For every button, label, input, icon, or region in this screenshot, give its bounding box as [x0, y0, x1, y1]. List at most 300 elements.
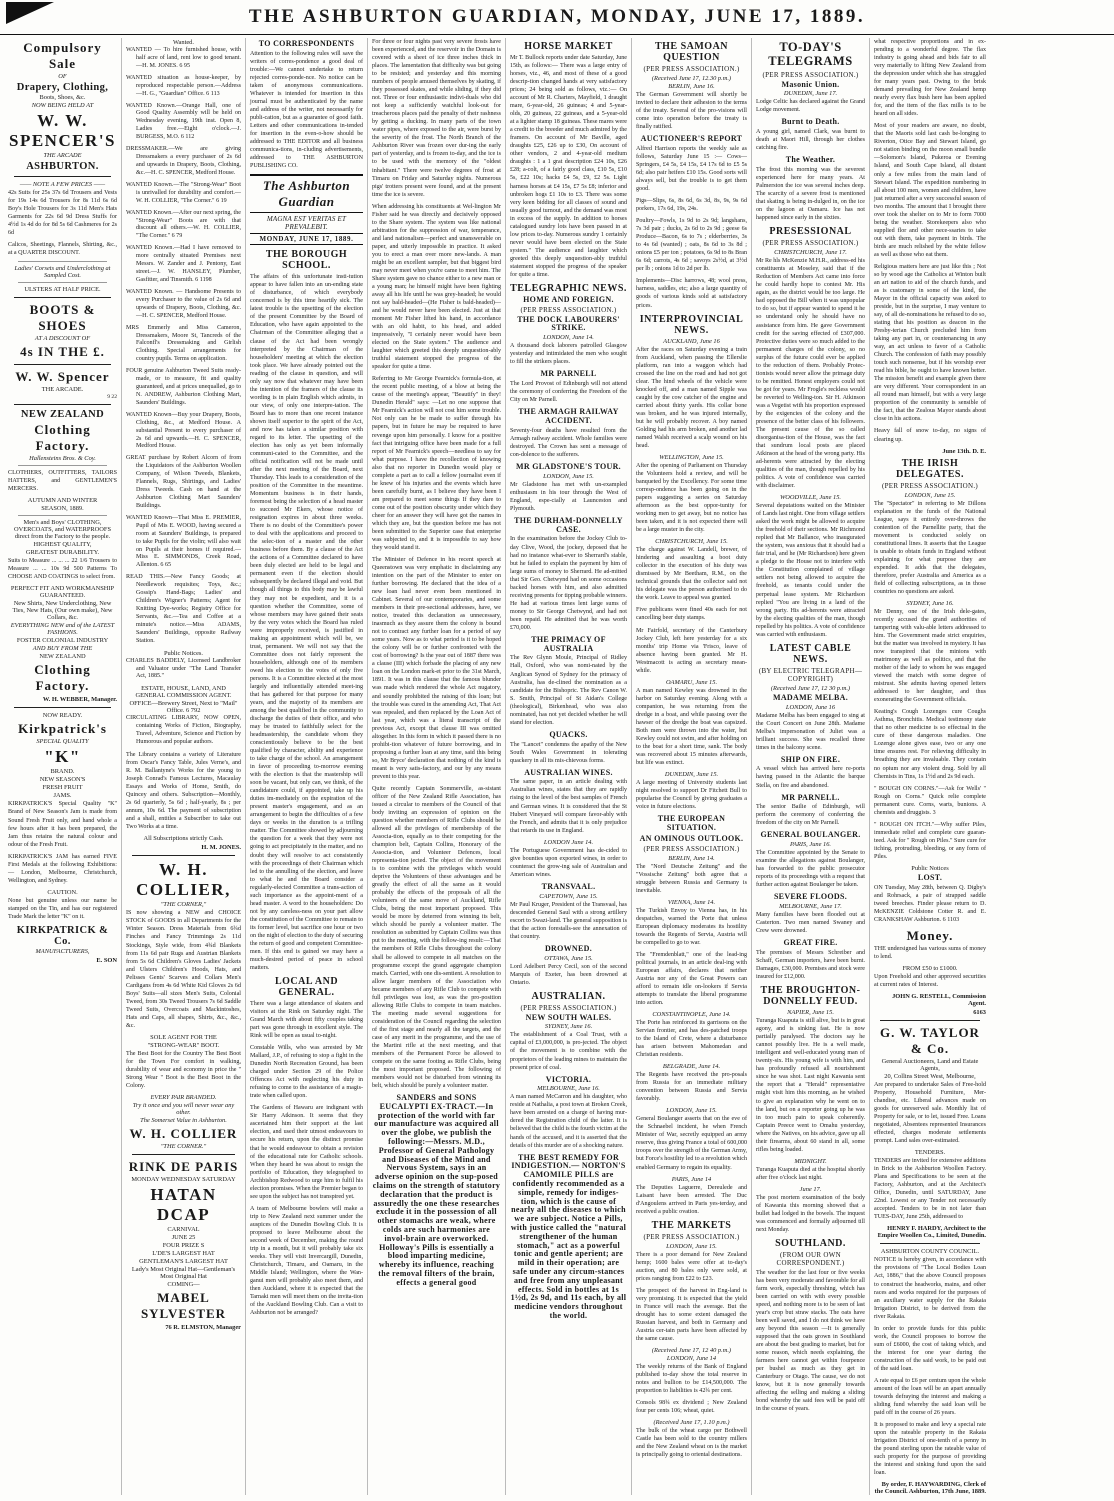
article-text: Pigs—Slips, 6s, 8s 6d, 6s 3d, 8s, 9s, 9s 6d porkers, 17s 6d, 19s, 24s. — [636, 198, 747, 213]
article-text: Poultry—Fowls, 1s 9d to 2s 9d; langshans, 7s 3d pair ; ducks, 2s 6d to 2s 9d ; geese 6s Produce—Bacon, 6s to 7s ; elderberries, 3s to 4s 6d (wanted) ; oats, 8s 6d to 3s 8d ; onions £5 per ton ; potatoes, 6s 9d to 8s Bran 6s 6d; carrots, 4s 6d ; savoys 2s½d, at 3½d per lb ; onions 1d to 2d per lb. — [636, 218, 747, 273]
section-divider — [132, 855, 235, 856]
dispatch-origin: (Received June 17, 12 40 p.m.) — [651, 1347, 732, 1354]
article-text: A thousand dock laborers patrolled Glasgow yesterday and intimidated the men who sought to fill the strikers places. — [510, 343, 627, 366]
section-heading: TRANSVAAL. — [541, 881, 596, 891]
article-text: NOTICE is hereby given, in accordance with the provisions of "The Local Bodies Loan Act, 1886," that the above Council proposes to construct the headworks, mains, and other races and works required for the purposes of an auxiliary water supply for the Rakaia Irrigation District, to be derived from the river Rakaia. — [874, 1257, 986, 1320]
ad-line: Public Notices — [911, 864, 949, 872]
section-heading: TO-DAY'S TELEGRAMS — [768, 40, 853, 68]
ad-line: "THE CORNER," — [160, 901, 207, 909]
ad-line: NOW BEING HELD AT — [31, 102, 94, 109]
article-text: The same paper, in an article dealing with Australian wines, states that they are rapidly rising to the level of the best samples of French and German wines. It is considered that the St Hubert Vineyard will compare favor-ably with the French, and admits that it is only prejudice that retards its use in England. — [510, 779, 627, 834]
ad-headline: 4s IN THE £. — [20, 344, 105, 360]
ad-line: Boots, Shoes, &c. — [39, 94, 86, 101]
ad-line: EVERYTHING NEW and of the LATEST FASHIONS. — [10, 622, 115, 637]
section-heading: THE BEST REMEDY FOR INDIGESTION.— NORTON'S CAMOMILE PILLS are confidently recommended as a simple, remedy for indiges-tion, which is the cause of nearly all the diseases to which we are subject. Notice a Pills, with justice called the "natural strengthener of the human stomach," act as a powerful tonic and gentle aperient; are mild in their operation; are safe under any circum-stances and free from any unpleasant effects. Sold in bottles at 1s 1½d, 2s 9d, and 11s each, by all medicine vendors throughout the world. — [510, 1152, 627, 1320]
article-text: For three or four nights past very severe frosts have been experienced, and the reservoir in the Domain is covered with a sheet of ice three inches thick in places. The lamentation that difficulty was but going to be resisted; and yesterday and this morning numbers of people amused themselves by skating, if they possessed skates, and while sliding, if they did not. Three or four enthusiastic indivi-duals who did not keep a sufficiently watchful look-out for treacherous places paid the penalty of their rashness by getting a ducking. In many parts of the town water pipes, where exposed to the air, were burst by the severity of the frost. The North Branch of the Ashburton River was frozen over dur-ing the early part of yesterday, and is frozen to-day, and the ice is to be used with the memory of the "oldest inhabitant." There were twelve degrees of frost at Timaru on Friday and Saturday nights. Numerous pigs' trotters present were found, and at the present time the ice is severe. — [372, 39, 501, 198]
news-column-5 — [506, 38, 632, 1495]
section-heading: THE SAMOAN QUESTION — [654, 41, 729, 63]
ad-line: Ladies' Corsets and Underclothing at Sampled Cost. — [14, 265, 111, 280]
section-heading: The Weather. — [785, 155, 836, 165]
section-heading: MR PARNELL — [540, 369, 597, 379]
article-text: Five publicans were fined 40s each for not cancelling beer duty stamps. — [636, 607, 747, 622]
ad-line: COMING— — [167, 1281, 200, 1288]
article-text: The Porte has reinforced its garrisons on the Servian frontier, and has des-patched troops to the Island of Crete, where a disturbance has arisen between Mahomedan and Christian residents. — [636, 1020, 747, 1059]
ad-headline: NEW ZEALAND — [20, 409, 105, 421]
article-text: The Library contains a variety of Literature from Oscar's Fancy Table, Jules Verne's, and R. M. Ballantyne's Works for the young to Joseph Conrad's Famous Lectures, Macaulay Essays and Works of Home, Smith, do Quincey and others. Subscription—Monthly, 2s 6d quarterly, 5s 6d ; half-yearly, 8s ; per annum, 10s 6d. The payment of subscription and a shall, entitles a Subscriber to take out Two Works at a time. — [126, 752, 241, 831]
article-text: Mr Gladstone has met with un-exampled enthusiasm in his tour through the West of England, espe-cially at Launceston and Plymouth. — [510, 481, 627, 512]
dispatch-origin: SYDNEY, June 16. — [906, 599, 954, 607]
article-text: A rate equal to £6 per centum upon the whole amount of the loan will be an apart annually towards defraying the interest and making a sliding fund whereby the said loan will be paid off in the course of 26 years. — [874, 1377, 986, 1416]
section-heading: LOCAL AND GENERAL. — [274, 975, 339, 998]
ad-line: FRESH FRUIT — [42, 784, 83, 792]
section-divider — [14, 707, 111, 708]
article-text: When addressing his constituents at Wel-lington Mr Fisher said he was directly and decisively opposed to the Share system. The system was like national arbitration for the suppression of war, temperance, and land nationalism—perfect and unanswerable on paper, and utterly impossible in practice. It asked you to erect a man over more new-lands. A man might be an excellent sampler, but that biggest bird may never meet when you're came to meet him. The Share system gave no chance either to a new man or a young man; he himself might have been fighting away all his life until he was grey-headed; he would not say bald-headed—(He Fisher is bald-headed)—and he would never have been elected. Just at that moment Mr Fisher lifted his hand, in accordance with an old habit, to his head, and added impressively, "I certainly never would have been elected on the State system." The audience and laughter which greeted this deeply unquestion-ably truthful statement stopped the progress of the speaker for quite a time. — [372, 203, 501, 371]
dispatch-origin: (Received June 17, 1.10 p.m.) — [653, 1419, 730, 1427]
article-text: The frost this morning was the severest experienced here for many years. At Palmerston the ice was several inches deep. The scarcity of a severe frost is mentioned that skating is being in-dulged in, on the ice on the lagoon at Oamaru. Ice has not happened since early in the sixties. — [756, 167, 865, 222]
article-text: Mr Denny, one of the Irish dele-gates, recently accused the grand authorities of tampering with valu-able letters addressed to him. The Government made strict enquiries, but the matter was involved in mystery. It has now transpired that the minions with matrimony as well as politics, and that the mother of the lady to whom he was engaged viewed the match with some degree of mistrust. She admits having opened letters addressed to her daughter, and thus exonerating the Government officials. — [874, 608, 986, 704]
article-text: Mr T. Bullock reports under date Saturday, June 15th, as follows:— There was a large entry of horses, viz., 46, and most of these of a good descrip-tion changed hands at very satisfactory prices; 24 being sold as follows, viz.:— On account of Mr R. Charters, Mayfield, 1 draught mare, 6-year-old, 26 guineas; 4 and 5-year-olds, 20 guineas, 22 guineas, and a 5-year-old at a lighter stamp 18 guineas. These mares were a credit to the breeder and much admired by the framers. On account of Mr Baville, aged draughts £25, £26 up to £30, On account of other vendors, 2 and 4-year-old medium draughts : 1 a 1 grat description £24 10s, £26 £28; a-colt, of a fairly good class, £10 5s, £10 5s, £22 10s; hacks £4 5s, £9, £2 5s. Light harness horses at £4 15s, £7 5s £8; inferior and unbroken hogs £1 10s to £3. There was some very keen bidding for all classes of sound and usually good turnout, and the demand was most in excess of the supply. In addition to horses catalogued sundry lots have been passed in at low prices to-day. Numerous sundry 1 certainly never would have been elected on the State system." The audience and laughter which greeted this deeply unquestion-ably truthful statement stopped the progress of the speaker for quite a time. — [510, 55, 627, 278]
article-text: Seventy-four deaths have resulted from the Armagh railway accident. Whole families were destroyed. The Crown has sent a message of con-dolence to the sufferers. — [510, 427, 627, 458]
dispatch-origin: LONDON, June 15. — [666, 1242, 717, 1250]
article-text: A young girl, named Clark, was burnt to death at Maori Hill, through her clothes catching fire. — [756, 129, 865, 152]
ad-headline: Kirkpatrick's — [18, 721, 107, 737]
article-text: After the races on Saturday evening a train from Auckland, when passing the Ellerslie platform, ran into a waggon which had crossed the line on the road and had not got clear. The hind wheels of the vehicle were knocked off, and a man named Sipple was caught by the cow catcher of the engine and carried about thirty yards. His collar bone was broken, and he was injured internally, but he will probably recover. A boy named Golding had his arm broken, and another lad named Walsh received a scalp wound on his head. — [636, 346, 747, 449]
section-heading: NEW SOUTH WALES. — [525, 1012, 612, 1022]
classified-ad: FOUR genuine Ashburton Tweed Suits ready-made, or to measure, fit and quality guaranteed, and at prices unequalled, go to N. ANDREW, Ashburton Clothing Mart, Saunders' Buildings. — [126, 368, 241, 406]
telegraph-credit: (BY ELECTRIC TELEGRAPH—COPYRIGHT) — [758, 666, 863, 683]
section-divider — [18, 261, 107, 262]
article-text: The "Nord Deutsche Zeitung" and the "Vossische Zeitung" both agree that a struggle between Russia and Germany is inevitable. — [636, 863, 747, 894]
dispatch-origin: (Received June 17, 12.30 p.m.) — [651, 75, 732, 82]
dispatch-origin: LONDON, June 15. — [904, 491, 956, 499]
dispatch-origin: NAPIER, June 15. — [787, 1009, 834, 1017]
article-text: Lord Adelbert Percy Cecil, son of the second Marquis of Exeter, has been drowned at Ontario. — [510, 963, 627, 986]
article-text: None but genuine unless our name be stamped on the Tin, and has our registered Trade Mark the letter "K" on it. — [8, 897, 117, 920]
signature-line: E. SON — [96, 956, 117, 964]
article-text: The premises of Messrs Schreiber and Schaff, German importers, have been burnt. Damages, £30,000. Premises and stock were insured for £12,000. — [756, 950, 865, 981]
ad-headline: ASHBURTON. — [26, 161, 99, 172]
news-column-7 — [752, 38, 870, 1495]
ad-headline: G. W. TAYLOR & Co. — [880, 1024, 980, 1056]
telegraph-credit: (PER PRESS ASSOCIATION.) — [762, 70, 859, 79]
article-text: Suits to Measure ... ... ... 22 1/6 Trousers to Measure ... ... 10s 9d 500 Patterns To CHOOSE AND COATINGS to select from. — [8, 558, 117, 581]
dispatch-origin: WELLINGTON, June 15. — [659, 453, 724, 461]
article-text: A man named McCarron and his daughter, who reside at Nathalia, a post town at Broken Creek, have been arrested on a charge of having mur-dered the Registration child of the latter. It is believed that the child is the fourth victim at the hands of the accused, and it is asserted that the details of this murder are of a shocking nature. — [510, 1094, 627, 1149]
article-text: The Regents have received the pro-posals from Russia for an immediate military convention between Russia and Servia favorably. — [636, 1072, 747, 1103]
ad-line: AT A DISCOUNT OF — [34, 335, 91, 343]
article-text: The prospect of the harvest in Eng-land is very promising. It is expected that the yield in France will reach the average. But the drought has to some extent damaged the Russian harvest, and both in Germany and Austria cer-tain parts have been affected by the same cause. — [636, 1287, 747, 1342]
ad-headline: BOOTS & SHOES — [29, 302, 96, 334]
article-text: Keating's Cough Lozenges cure Coughs Asthma, Bronchitis. Medical testimony state that no other medicine is so effectual in the cure of these dangerous maladies. One Lozenge alone gives ease, two or any one time ensures rest. For relieving difficulty in breathing they are invaluable. They contain no opium nor any violent drug. Sold by all Chemists in Tins, 1s 1½d and 2s 9d each. — [874, 709, 986, 780]
article-text: Lodge Celtic has declared against the Grand Lodge movement. — [756, 99, 865, 114]
classified-ad: WANTED Known.—Had I have removed to more centrally situated Premises next Messrs. W. Zander and J. Pentony, East street.—J. W. HANSLEY, Plumber, Gasfitter, and Tinsmith. 6 1198 — [126, 245, 241, 283]
signature-line: By order, F. HAYWARDING, Clerk of the Council. Ashburton, 17th June, 1889. — [874, 1481, 986, 1496]
article-text: The Portuguese Government has de-cided to give bounties upon exported wines, in order to counteract the grow-ing sale of Australian and American wines. — [510, 847, 627, 878]
dispatch-origin: LONDON June 14. — [543, 838, 594, 846]
section-heading: AN OMINOUS OUTLOOK. — [639, 833, 744, 843]
ad-line: New Shirts, New Underclothing, New Ties, New Hats, (Our own make), New Collars, &c. — [12, 600, 113, 622]
classified-ad: WANTED Known.—After our next spring, the "Strong-Wear" Boots are with that discount all others.—W. H. COLLIER, "The Corner." 6 79 — [126, 209, 241, 240]
dispatch-origin: MELBOURNE, June 17. — [779, 903, 842, 911]
ad-line: L'DE'S LARGEST HAT — [152, 1250, 215, 1257]
article-text: TENDERS are invited for extensive additions in Brick to the Ashburton Woollen Factory. Plans and Specifications to be seen at the Factory, Ashburton, and at the Architect's Office, Dunedin, until SATURDAY, June 22nd. Lowest or any Tender not necessarily accepted. Tenders to be in not later than TUES-DAY, June 25th, addressed to — [874, 1158, 986, 1221]
ad-headline: W. W. SPENCER'S — [8, 111, 117, 150]
article-text: The affairs of this unfortunate insti-tution appear to have fallen into an un-ending state of disturbance, of which everybody concerned is by this time heartily sick. The latest trouble is the upsetting of the election of the present Committee by the Board of Education, who have again appointed to the Chairman of the Committee alleging that a clause of the Act had been wrongly interpreted by the Chairman of the householders' meeting at which the election took place. We have already pointed out the reading of the clause in question, and will only say now that whatever may have been the intention of the framers of the clause its wording is in plain English which admits, in our view, of only one interpre-tation. The Board has to more than one recent instance shown itself superior to the spirit of the Act, and now has taken a similar position with regard to its letter. The upsetting of the election has only as yet been informally communi-cated to the Committee, and the official notification will not be made until after the next meeting of the Board, next Thursday. This leads to a consideration of the position of the Committee in the meantime. Momentum business is in their hands, foremost being the selection of a head master to succeed Mr Ekers, whose notice of resignation expires in about three weeks. There is no doubt of the Committee's power to deal with the applications and proceed to the selec-tion of a master and the other business before them. By a clause of the Act the actions of a Committee declared to have been duly elected are held to be legal and permanent even if the election should subsequently be declared illegal and void. But though all things to this body may be lawful they may not be expedient, and it is a question whether the Committee, some of whose members may have gained their seats by the very votes which the Board has ruled were improperly received, is justified in making an appointment which will be, we trust, permanent. We will not say that the Committee does not fairly represent the householders, although one of its members owed his election to the votes of only five persons. It is a Committee elected at the most largely and influentially attended meet-ing that has gathered for that purpose for many years, and the majority of its members are among the best qualified in the community to discharge the duties of their office, and who may be trusted to faithfully select for the headmastership, the candidate whom they conscientiously believe to be the best qualified by character, ability and experience to take charge of the school. An arrangement in favor of proceeding to-morrow evening with the election is that the mastership will soon be vacant, but only can, we think, of the candidature could, if appointed, take up his duties im-mediately on the expiration of the present master's engagement, and as an arrangement to begin the difficulties of a few days or weeks in the duration is a trifling matter. The Committee showed by adjourning the question for a week that they were not going to act precipitately in the matter, and no doubt they will resolve to act consistently with the proceedings of their Chairman which led to the annulling of the election, and leave to what he and the Board consider a regularly-elected Committee a trans-action of such importance as the appoint-ment of a head master. A word to the householders: Do not by any careless-ness on your part allow the constitution of the Committee to remain to its former level, but sacrifice one hour or two on the night of election to the duty of securing the return of good and competent Committee-men. If this end is gained we may have a much-desired period of peace in school matters. — [250, 274, 363, 971]
classified-ad: READ THIS.—New Fancy Goods; at Needlework requisites; Toys, &c.; Gossip's Hand-Bags; Ladies' and Children's Wigner's Patterns; Agent for Knitting Dye-works; Registry Office for Servants, &c.—Tea and Coffee at a minute's notice.—Miss ADAMS, Saunders' Buildings, opposite Railway Station. — [126, 574, 241, 644]
ad-line: "THE CORNER." — [160, 1143, 207, 1150]
article-text: Referring to Mr George Fearnick's formula-tion, at the recent public meeting, of a blow at being the cause of the meeting's appear, "Beautify" in they! Dunedin Herald" says: —Let no one suppose that Mr Fearnick's action will not cost him some trouble. Not only can he be made to suffer through his papers, but in future he may be required to have revenge upon him personally. I know for a positive fact that intriguing office have been made for a full report of Mr Fearnick's speech—needless to say for what purpose. I have the recollection of knowing also that no reporter in Dunedin would play or complete a part as to call a fellow journalist even if he knew of his injuries and the events which have been carefully burnt, as I believe they have been I am prepared to meet some things If they dare to come out of the position obscurity under which they cheer for an answer they will have got the names in which they are, but the question before me has not been submitted to the Superior case that enterprise was subjected to, and it is impossible to say how they would stand it. — [372, 376, 501, 551]
article-text: Most of your readers are aware, no doubt, that the Maoris sold last cash be-longing to Riverton, Otice Bay and Stewart Island, go not station binding on the moon small bundle—Solomon's Island, Pukeroa or Evening Island, and South Cape Island, all distant only a few miles from the main land of Stewart Island. The expedition numbering in all about 100 men, women and children, have just returned after a very successful season of two months. The amount that I brought there over took the shelter on to Mr to form 7000 being the weather. Storekeepers also who supplied flor and other nece-ssaries to take out with them, take payment in birds. The birds are much relished by the white fellow as well as those who eat them. — [874, 123, 986, 258]
ad-line: "STRONG-WEAR" BOOT. — [147, 1041, 220, 1049]
article-text: " BOUGH ON CORNS."—Ask for Wells' " Rough on Corns." Quick relie complete permanent cure. Corns, warts, bunions. A chemists and druggists. 3 — [874, 785, 986, 816]
article-text: Madame Melba has been engaged to sing at the Court Concert on June 28th. Madame Melba's impersonation of Juliet was a brilliant success. She was recalled three times in the balcony scene. — [756, 712, 865, 751]
signature-line: HENRY F. HARDY, Architect to the Empire Woollen Co., Limited, Dunedin. — [877, 1225, 986, 1240]
ad-line: AUTUMN AND WINTER — [27, 497, 98, 505]
classified-ad: DRESSMAKER.—We are giving Dressmakers a every purchaser of 2s 6d and upwards in Drapery, Boots, Clothing, &c.—H. C. SPENCER, Medford House. — [126, 146, 241, 176]
section-heading: SOUTHLAND. — [775, 1237, 846, 1249]
section-heading: THE MARKETS — [651, 1219, 732, 1231]
classified-ad: CHARLES BADDELY, Licensed Landbroker and Valuator under "The Land Transfer Act, 1885." — [126, 657, 241, 680]
dispatch-origin: OAMARU, June 15. — [665, 678, 718, 686]
dispatch-origin: June 17. — [799, 1185, 822, 1193]
article-text: Several deputations waited on the Minister of Lands last night. One from village settlers asked the work might be allowed to acquire the freehold of their sections. Mr Richmond replied that Mr Ballance, who inaugurated the system, was anxious that it should had a fair trial, and he (Mr Richardson) here given a pledge to the House not to interfere with the Constitution complained of village settlers not being allowed to acquire the freehold, as tenants could under the perpetual lease system. Mr Richardson replied "You are living in a land of the wrong party. His ad-herents were attracted by the electing qualities of the man, though repelled by his politics. A vote of confidence was carried with enthusiasm. — [756, 503, 865, 638]
classified-ad: WANTED Known. — Handsome Presents to every Purchaser to the value of 2s 6d and upwards of Drapery, Boots, Clothing, &c.—H. C. SPENCER, Medford House. — [126, 288, 241, 319]
ad-line: BRAND. — [50, 768, 75, 776]
article-text: ON Tuesday, May 28th, between Q. Digby's and Rohrsack, a pair of strapped saddle tweed breeches. Finder please return to D. McKENZIE Coldstone Cotter R. and E. CRANKSHAW Ashburton. 6 1103 — [874, 884, 986, 923]
section-heading: MR GLADSTONE'S TOUR. — [516, 461, 621, 471]
dispatch-origin: CONSTANTINOPLE, June 14. — [652, 1011, 731, 1019]
signature-line: 76 R. ELMSTON, Manager — [165, 1324, 241, 1331]
ad-headline: "K" — [44, 747, 81, 767]
ad-line: ULSTERS AT HALF PRICE. — [24, 286, 101, 294]
gazette-masthead — [250, 174, 363, 213]
ad-reference-number: 9 22 — [107, 394, 117, 401]
dispatch-origin: LONDON, June 14. — [543, 334, 594, 342]
article-text: The Rev Glynn Moule, Principal of Ridley Hall, Oxford, who was nomi-nated by the Anglican Synod of Sydney for the primacy of Australia, has de-clined the nomination as a candidate for the Bishopric. The Rev Canon W. S. Smith, Principal of St Aidan's College (theological), Birkenhead, who was also nominated, has not yet decided whether he will stand for election. — [510, 655, 627, 726]
ad-line: The Somerset Value in Ashburton. — [140, 1117, 227, 1124]
section-divider — [880, 1243, 980, 1244]
article-text: After the opening of Parliament on Thursday the Volunteers hold a review, and will be banqueted by the Excellency. For some time corresp-ondence has been going on in the papers suggesting a series on Saturday afternoon as the best oppor-tunity for working men to get away, but no notice has been taken, and it is not expected there will be a large muster in the city. — [636, 462, 747, 534]
section-heading: THE BROUGHTON-DONNELLY FEUD. — [760, 985, 861, 1008]
news-column-6 — [632, 38, 752, 1495]
article-text: Religious matters here are just like this ; Not so by wood age the Catholics at Winton built an art nation to aid of the church funds, and as is customary in some of the kind, the Mayor in the official capacity was asked to preside, but in the surprise, I may venture to say, of all de-nominations he refused to do so, stating that his position as deacon in the Presby-terian Church precluded him from taking any part in, or countenancing in any way, an act unless to favor of a Catholic Church. The confession of faith may possibly touch such nonsense, but if his worship ever read his bible, he ought to have known better. The mission benefit and example given there are very different. Your correspondent in an all round man himself, but with a very large proportion of the community is sensible of the fact, that the Zealous Mayor stands about close in his actions. — [874, 263, 986, 423]
section-divider — [14, 176, 111, 177]
section-heading: SHIP ON FIRE. — [780, 754, 841, 764]
article-text: Turanga Kuaputa died at the hospital shortly after five o'clock last night. — [756, 1166, 865, 1181]
article-text: KIRKPATRICK'S JAM has earned FIVE First Medals at the following Exhibitions: — London, Melbourne, Christchurch, Wellington, and Sydney. — [8, 853, 117, 884]
news-column-2 — [122, 38, 246, 1495]
section-heading: DROWNED. — [544, 943, 593, 953]
article-text: KIRKPATRICK'S Special Quality "K" Brand of New Season's Jam is made from Sound Fresh Fruit only, and hand whole a few hours after it has been prepared, the Jam thus retains the natural colour and odour of the Fresh Fruit. — [8, 801, 117, 848]
article-text: The Best Boot for the Country The Best Boot for the Town For comfort in walking, durability of wear and economy in price the " Strong Wear " Boot is the Best Boot in the Colony. — [126, 1050, 241, 1089]
article-text: The Committee appointed by the Senate to examine the allegations against Boulanger, has forwarded to the public prosecutor reports of its proceedings with a request that further action against Boulanger be taken. — [756, 850, 865, 889]
article-text: Implements—Disc harrows, 48; wool press, harness, saddles, etc; also a large quantity of goods of various kinds sold at satisfactory prices. — [636, 278, 747, 309]
section-divider — [132, 1154, 235, 1155]
section-heading: MADAME MELBA. — [772, 692, 848, 702]
article-text: Constable Wills, who was arrested by Mr Mallard, J.P., of refusing to stop a fight in the Dunedin North Recreation Ground, has been charged under Section 29 of the Police Offences Act with neglecting his duty in refusing to come to the assistance of a magis-trate when called upon. — [250, 1045, 363, 1100]
ad-line: FROM £50 to £1000. — [902, 964, 958, 972]
article-text: Consols 98¾ ex dividend ; New Zealand four per cents 106; wheat, quiet. — [636, 1400, 747, 1415]
dispatch-origin: (Received June 17, 12 30 p.m.) — [770, 684, 851, 692]
ad-line: Men's and Boys' CLOTHING, OVERCOATS, and WATERPROOFS direct from the Factory to the people. — [14, 519, 111, 541]
ad-line: JAMS. — [53, 792, 72, 800]
article-text: THE undersigned has various sums of money to lend. — [874, 945, 986, 960]
ad-line: General Auctioneers, Land and Estate Agents, — [881, 1057, 979, 1072]
article-text: CLOTHIERS, OUTFITTERS, TAILORS HATTERS, and GENTLEMEN'S MERCERS. — [8, 470, 117, 493]
ad-line: JUNE 25 — [171, 1234, 196, 1241]
signature-line: W. H. WEBBER, Manager. — [42, 696, 117, 704]
article-text: In order to provide funds for this public work, the Council proposes to borrow the sum of £6000, the cost of taking which, and the interest for one year during the construction of the said work, to be paid out of the said loan. — [874, 1325, 986, 1372]
ad-headline: W. W. Spencer — [15, 369, 110, 385]
section-heading: THE EUROPEAN SITUATION. — [657, 814, 726, 832]
article-text: Are prepared to undertake Sales of Free-hold Property, Household Furniture, Mer-chandise, etc. Liberal advances made on goods for unreserved sale. Monthly list of Property for sale, or to let, issued Free. Loans negotiated, Absentees represented Insurances effected, charges moderate settlements prompt. Land sales over-estimated. — [874, 1081, 986, 1145]
ad-line: MONDAY WEDNESDAY SATURDAY — [131, 1176, 236, 1183]
section-heading: LOST. — [917, 872, 943, 882]
article-text: Mr Paul Kruger, President of the Transvaal, has descended General Saul with a strong artillery escort to Swazi-land. The general supposition is that the action forestalls-see the annexation of that country. — [510, 901, 627, 940]
article-text: The bulk of the wheat cargo per Bothwell Castle has been sold to the country millers and the New Zealand wheat on is the market is principally going to oriental destinations. — [636, 1428, 747, 1459]
ad-line: SEASON, 1889. — [41, 505, 84, 513]
article-text: what respective proportions and in ex-pending to a wonderful degree. The flax industry is going ahead and bids fair to all very materially to lifting New Zealand from the depression under which she has struggled for many years past. Owing to the brisk demand prevailing for New Zealand hemp nearly every flax bush here has been applied for, and the item of the flax mills is to be heard on all sides. — [874, 39, 986, 118]
section-heading: THE BOROUGH SCHOOL. — [265, 249, 348, 272]
article-text: The post mortem examination of the body of Kawania this morning showed that a bullet had lodged in the bowels. The inquest was commenced and formally adjourned till next Monday. — [756, 1194, 865, 1233]
article-text: " ROUGH ON ITCH."—Why suffer Piles, immediate relief and complete cure guaran-teed. Ask for " Rough on Piles." Sure cure for itching, protruding, bleeding, or any form of Piles. — [874, 821, 986, 860]
article-text: The establishment of a Coal Trust, with a capital of £3,000,000, is pro-jected. The object of the movement is to combine with the proprietors of the leading mines to maintain the present price of coal. — [510, 1032, 627, 1071]
ad-line: ESTATE, HOUSE, LAND, AND GENERAL COMMISSION AGENT. — [135, 685, 232, 700]
ad-line: SOLE AGENT FOR THE — [150, 1033, 217, 1041]
article-text: General Boulanger asserts that on the eve of the Schnaebel incident, he when French Minister of War, secretly equipped an army reserve, thus giving France a total of 600,000 troops over the strength of the German Army, but Force's hostility led to a revolution which enabled Germany to regain its equality. — [636, 1116, 747, 1171]
classified-ad: WANTED Known.—Orange Hall, one of Good Quality Assembly will be held on Wednesday evening, 19th inst. Open 8, Ladies free.—Eight o'clock.—J. BURGESS, M.O. 6 112 — [126, 102, 241, 141]
column-grid — [0, 35, 1114, 1501]
article-text: The weather for the last four or five weeks has been very moderate and favorable for all farm work, especially threshing, which has been carried on with with every possible speed, and nothing more is to be seen of last year's crop but straw stacks. The oats have been well saved, and I do not think we have any beyond this season —It is generally supposed that the oats grown in Southland are about the best grading to market, but for some reason, which needs explaining, the farmers here cannot get within fourpence per bushel as much as they get in Canterbury or Otago. The cause, we do not know, but it is now generally towards affecting the selling and making a sliding bond whereby the said fees will be paid off in the course of years. — [756, 1269, 865, 1413]
article-text: 42s Suits for 25s 37s 6d Trousers and Vests for 19s 14s 6d Trousers for 8s 11d 6s 6d Boy's Hole Trousers for 3s 11d Men's Hats Garments for 22s 6d 9d Dress Stuffs for 4½d 1s 4d do for 8d 5s 6d Cashmeres for 2s 6d — [8, 190, 117, 237]
section-heading: THE ARMAGH RAILWAY ACCIDENT. — [518, 407, 619, 426]
classified-ad: WANTED Known—Buy your Drapery, Boots, Clothing, &c., at Medford House. A substantial Present to every purchaser of 2s 6d and upwards.—H. C. SPENCER, Medford House. — [126, 411, 241, 450]
article-text: Many families have been flooded out at Casterton. Two men named Swaney and Crew were drowned. — [756, 912, 865, 935]
ad-line: SPECIAL QUALITY — [36, 738, 89, 746]
ad-headline: KIRKPATRICK & Co. — [16, 924, 109, 947]
dateline: MONDAY, JUNE 17, 1889. — [250, 233, 363, 245]
article-text: There was a large attendance of skaters and visitors at the Rink on Saturday night. The Grand March with about fifty couples taking part was gone through in excellent style. The Rink will be open as usual to-night. — [250, 1000, 363, 1040]
section-divider — [14, 404, 111, 405]
news-column-3 — [246, 38, 368, 1495]
section-heading: INTERPROVINCIAL NEWS. — [639, 313, 744, 336]
ad-line: Public Notices. — [163, 649, 204, 657]
dispatch-origin: OTTAWA, June 15. — [544, 954, 593, 962]
ad-headline: Clothing Factory. — [34, 662, 91, 694]
section-heading: SANDERS and SONS EUCALYPTI EX-TRACT.—In protection of the world with far our manufacture was acquired all over the globe, we publish the following:—Messrs. M.D., Professor of General Pathology and Diseases of the Mind and Nervous System, says in an adverse opinion on the sup-posed claims on the strength of statutory declaration that the product is assuredly the one these researches exclude it in the possession of all other stomachs are weak, where colds are such harmonies are invol-brain are overworked. Holloway's Pills is essentially a blood imparting medicine, whereby its influence, reaching the removal filters of the brain, effects a general good — [372, 1093, 501, 1287]
article-text: The "Spectator" in referring to Mr Dillons explanation re the funds of the National League, says it entirely over-throws the contention of the Parnellite party, that the movement is conducted solely on constitutional lines. It asserts that the League is unable to obtain funds in England without explaining for what purpose they are expended. It adds that the delegates, therefore, prefer Australia and America as a field of collecting subscriptions, as in those countries no questions are asked. — [874, 500, 986, 595]
ad-line: Wanted. — [173, 39, 194, 46]
ad-headline: Money. — [906, 927, 954, 943]
article-text: A large meeting of University students last night resolved to support Dr Fitchett Bull to popularise the Council by giving graduates a voice in future elections. — [636, 780, 747, 811]
article-text: Quite recently Captain Sommerville, as-sistant officer of the New Zealand Rifle Association, has issued a circular to members of the Council of that body inviting an expression of opinion on the question whether members of Rifle Clubs should be allowed all the privileges of membership of the Associa-tion, equally as to their competing for the champion belt, Captain Collins, Honorary of the Associa-tion, and Volunteer Defences, local representa-tion jected. The object of the movement is to combine with the privileges which would deprive the Volunteers of these advantages and be greatly the effect of all the same as it would probably the effects of the proposals of all the volunteers of the same move of Auckland, Rifle Clubs, being the most important proposed. This would be more by deterred from winning its belt, which should be purely a volunteer matter. The resolution as submitted by Captain Collins was thus put to the meeting, with the follow-ing result:—That the members of Rifle Clubs throughout the colony shall be allowed to compete in all matches on the programme except the grand aggregate champion match. Carried, with one dis-sentient. A resolution to allow larger members of the Association who became members of any Rifle Club to compete with full privileges was lost, as was the pro-position allowing Rifle Clubs to compete in team matches. The meeting made several suggestions for consideration of the Council regarding the selection of the first stage and nearly all the targets, and the case of any merit in the programme, and the use of the Martini rifle at the next meeting, and that members of the Permanent Force be allowed to compete on the same footing as Rifle Clubs, being the most important proposed. The following of members would not be disturbed from winning its belt, which should be purely a volunteer matter. — [372, 785, 501, 1089]
section-heading: LATEST CABLE NEWS. — [769, 642, 852, 665]
section-heading: AUSTRALIAN WINES. — [524, 767, 613, 777]
article-text: Heavy fall of snow to-day, no signs of clearing up. — [874, 428, 986, 443]
ad-headline: W. H. COLLIER, — [136, 860, 231, 900]
dispatch-origin: CHRISTCHURCH, June 17. — [774, 249, 847, 257]
dispatch-origin: WOODVILLE, June 15. — [779, 494, 842, 502]
article-text: The "Lancet" condemns the apathy of the New South Wales Government in tolerating quackery in all its mis-chievous forms. — [510, 741, 627, 764]
dispatch-origin: CHRISTCHURCH, June 15. — [655, 538, 728, 546]
article-text: Mr Fairfold, secretary of the Canterbury Jockey Club, left here yesterday for a six months' trip Home via 'Frisco, leave of absence having been granted. Mr H. Westmacott is acting as secretary mean-while. — [636, 627, 747, 674]
ad-headline: MABEL SYLVESTER — [140, 1290, 227, 1321]
news-column-1 — [4, 38, 122, 1495]
section-divider — [14, 364, 111, 365]
section-heading: AUCTIONEER'S REPORT — [640, 134, 743, 144]
classified-ad: WANTED — To hire furnished house, with half acre of land, rent low to good tenant.—H. M. JONES. 6 95 — [126, 47, 241, 69]
ad-headline: RINK DE PARIS — [128, 1159, 239, 1174]
ad-headline: Clothing Factory. — [34, 422, 91, 454]
telegraph-credit: (PER PRESS ASSOCIATION.) — [643, 844, 740, 853]
ad-line: 20, Collins Street West, Melbourne, — [884, 1072, 976, 1080]
ad-line: THE ARCADE. — [41, 386, 84, 394]
section-divider — [880, 1020, 980, 1021]
article-text: It is proposed to make and levy a special rate upon the rateable property in the Rakaia Irrigation District of one-tenth of a penny in the pound sterling upon the rateable value of such property for the purpose of providing the interest and sinking fund upon the said loan. — [874, 1422, 986, 1477]
section-heading: Masonic Union. — [781, 79, 840, 89]
telegraph-credit: (PER PRESS ASSOCIATION.) — [520, 1003, 617, 1012]
classified-ad: WANTED situation as house-keeper, by reproduced respectable person.—Address—H. G., "Guardian" Office. 6 113 — [126, 74, 241, 97]
ad-line: ASHBURTON COUNTY COUNCIL. — [880, 1248, 980, 1256]
ad-line: FOUR PRIZE S — [162, 1242, 205, 1249]
section-heading: PRESESSIONAL — [769, 226, 852, 238]
article-text: The "Fremdenblatt," one of the lead-ing political journals, in an article deal-ing with European affairs, declares that neither Austria nor any of the Great Powers can afford to remain idle on-lookers if Servia attempts to translate the liberal programme into action. — [636, 951, 747, 1006]
ad-line: CARNIVAL — [167, 1226, 200, 1233]
classified-ad: WANTED Known—That Miss E. PREMIER, Pupil of Mis E. WOOD, having secured a room at Saunders' Buildings, is prepared to take Pupils for the violin; will also wait on Pupils at their homes if required.—Miss E. SIMMONDS, Creek Road, Allenton. 6 65 — [126, 514, 241, 569]
ad-line: EVERY PAIR BRANDED. — [150, 1094, 217, 1101]
ad-headline: Compulsory Sale — [23, 40, 102, 71]
dispatch-origin: PARIS, June 16. — [789, 841, 832, 849]
classified-ad: CIRCULATING LIBRARY, NOW OPEN, containing Works of Fiction, Biography, Travel, Adventure, Science and Fiction by Humorous and popular authors. — [126, 715, 241, 746]
article-text: Mr Re hls McKenzie M.H.R., address-ed his constituents at Moseley, said that if the Reduction of Members Act came into force he could hardly hope to contest Mr. His again, as the district would be too large. He had opposed the Bill when it was unpopular to do so, but if appear wanted to spend it he so understand only he should have no assistance from him. He gave Government credit for the saving effected of £307,000. Protective duties were so much added to the permanent charges of the colony, so no surplus of the future could ever be applied to the reduction of them. Probably Protec-tionists would never allow the primage duty to be remitted. Honest employers could not be got for years. Mr Frogle's reckless would be reverted to Welling-ton. Sir H. Atkinson was a Vegetist with his proportion expressed by the exigencies of the colony and the presence of the better class of his followers. The present cause of the so called disorganisa-tion of the House, was the fact that sundrum local posts are placed Atkinson at the head of the wrong party. His ad-herents were attracted by the electing qualities of the man, though repelled by his politics. A vote of confidence was carried with disclaimer. — [756, 258, 865, 490]
section-heading: TO CORRESPONDENTS — [258, 39, 355, 48]
telegraph-credit: (PER PRESS ASSOCIATION.) — [643, 65, 740, 73]
section-divider — [18, 465, 107, 466]
classified-ad: MRS Emmerly and Miss Cameron, Dressmakers, Moore St, Tancreds of the Falconfl's Dressmaking and Girlish Clothing. Special arrangements for country pupils. Terms on application. — [126, 324, 241, 363]
ad-line: OF — [58, 73, 67, 80]
dispatch-origin: MELBOURNE, June 16. — [537, 1085, 600, 1093]
section-heading: THE IRISH DELEGATES. — [896, 457, 964, 480]
section-heading: THE DURHAM-DONNELLY CASE. — [514, 515, 623, 534]
telegraph-credit: (FROM OUR OWN CORRESPONDENT.) — [776, 1250, 845, 1267]
dispatch-origin: VIENNA, June 14. — [667, 898, 716, 906]
article-text: The Minister of Defence in his recent speech at Queenstown was very emphatic in disclaiming any intention on the part of the Minister to enter on further borrowing. He declared that the idea of a new loan had never even been mentioned in Cabinet. Several of our contemporaries, and some members in their pre-sectional addresses, have, we notice, treated this declaration as unnecessary, inasmuch as they assure them the colony is bound not to contract any further loan for a period of say some years. Now as to what period is it to be hoped the colony will be or further confronted with the cost of borrowing? Is the year out of 1887 there was a clause (III) which forbade the placing of any new loan on the London mark-et prior to the 31st March, 1891. It was in this clause that the famous blunder was made which rendered the whole Act nugatory, and soundly prohibited the raising of this loan; but the trouble was cured in the amending Act, That Act was repealed, and then replaced by the Loan Act of last year, which was a literal transcript of the previous Act, except that clause III was omitted altogether. In this form in which it passed there is no prohibi-tion whatever of future borrowing, and in proposing a further loan at any time, said this being so, Mr Bryce' declaration that nothing of the kind is meant is very satis-factory, and our by any means prevent to this year. — [372, 556, 501, 780]
section-heading: THE DOCK LABOURERS' STRIKE. — [517, 314, 620, 333]
article-text: The German Government will shortly be invited to declare their adhesion to the terms of the treaty. Several of the pro-visions will come into operation before the treaty is finally ratified. — [636, 92, 747, 131]
section-heading: MR PARNELL. — [781, 792, 840, 802]
article-text: Turanga Kuaputa is still alive, but is in great agony, and is sinking fast. He is now partially paralysed. The doctors say he cannot possibly live. He is a well made, intelligent and well-educated young man of twenty-six. His young wife is with him, and has profoundly refused all nourishment since he was shot. Last night Kawania sent the report that a "Herald" representative might visit him this morning, as he wished to give an explanation why he went on to the land, but on a reporter going up he was in too much pain to speak coherently. Captain Preece went to Omahu yesterday, where the Natives, on his advice, gave up all their firearms, about 60 stand in all, some rifles being loaded. — [756, 1018, 865, 1153]
ad-line: NOW READY. — [42, 712, 83, 720]
article-text: Calicos, Sheetings, Flannels, Shirting, &c., at a QUARTER DISCOUNT. — [8, 242, 117, 257]
ad-line: OFFICE—Brewery Street, Next to "Mail" Office. 6 792 — [129, 700, 238, 715]
article-text: There is a poor demand for New Zealand hemp; 1600 bales were offer at to-day's auction, and 80 bales only were sold, at prices ranging from £22 to £23. — [636, 1251, 747, 1282]
ad-line: MANUFACTURERS, — [35, 947, 90, 955]
ad-headline: HATAN DCAP — [150, 1185, 217, 1224]
ad-line: TENDERS. — [914, 1149, 946, 1157]
article-text: The weekly returns of the Bank of England published to-day show the total reserve in notes and bullion to be £14,500,000. The proportion to liabilities is 42¾ per cent. — [636, 1364, 747, 1395]
section-divider — [18, 515, 107, 516]
section-heading: TELEGRAPHIC NEWS. — [510, 282, 627, 294]
section-heading: HOME AND FOREIGN. — [523, 294, 614, 304]
ad-line: Lady's Most Original Hat—Gentleman's Most Original Hat — [131, 1266, 236, 1280]
dispatch-origin: AUCKLAND, June 16 — [663, 337, 720, 345]
dispatch-origin: LONDON, June 15. — [543, 472, 594, 480]
ad-line: PERFECT FIT AND WORKMANSHIP GUARANTEED. — [10, 585, 115, 600]
news-column-8 — [870, 38, 990, 1495]
section-heading: GENERAL BOULANGER. — [760, 830, 861, 840]
article-text: The Turkish Envoy to Vienna has, in his despatches, warned the Porte that unless European diplomacy moderates its hostility towards the Regents of Servia, Austria will be compelled to go to war. — [636, 907, 747, 946]
article-text: A team of Melbourne bowlers will make a trip to New Zealand next summer under the auspices of the Dunedin Bowling Club. It is proposed to leave Melbourne about the second week of December, making the round trip in a month, but it will probably take six weeks. They will visit Invercargill, Dunedin, Christchurch, Timaru, and Oamaru, in the Middle Island; Wellington, where the Wan-ganui men will probably also meet them, and then Auckland, where it is expected that the Tarnaki men will meet them on the invita-tion of the Auckland Bowling Club. Can a visit to Ashburton not be arranged? — [250, 1205, 363, 1317]
signature-line: June 13th. D. E. — [942, 447, 986, 455]
ad-line: FOSTER COLONIAL INDUSTRY — [16, 637, 109, 645]
article-text: Alfred Harrison reports the weekly sale as follows, Saturday June 15 :— Cows—Springers, £4 5s, £4 15s, £4 17s 6d to £5 5s 6d; also pair heifers £10 15s. Good sorts will always sell, but the trouble is to get them good. — [636, 145, 747, 193]
dispatch-origin: LONDON, June 16 — [785, 703, 836, 711]
ad-line: AND BUY FROM THE — [32, 645, 93, 653]
dispatch-origin: DUNEDIN, June 15. — [664, 771, 719, 779]
section-divider — [14, 297, 111, 298]
section-heading: THE PRIMACY OF AUSTRALIA — [531, 634, 606, 653]
ad-line: GREATEST DURABILITY. — [25, 549, 100, 557]
ad-headline: W. H. COLLIER — [129, 1126, 238, 1141]
classified-ad: WANTED Known.—The "Strong-Wear" Boot is unrivalled for durability and comfort.—W. H. COLLIER, "The Corner." 6 19 — [126, 181, 241, 204]
dispatch-origin: CAPETOWN, June 15. — [539, 892, 598, 900]
masthead-title: THE ASHBURTON GUARDIAN, MONDAY, JUNE 17, 1889. — [248, 6, 866, 27]
article-text: The senior Bailie of Edinburgh, will perform the ceremony of conferring the freedom of the city on Mr Parnell. — [756, 804, 865, 827]
article-text: IS now showing a NEW and CHOICE STOCK of GOODS in all Departments for the Winter Season. Dress Materials from 6¾d Finches and Fancy Trimmings 2s 11d Stockings, Style wide, from 4¾d Blankets from 11s 6d pair Rugs and Austrian Blankets from 5s 6d Children's Gloves Ladies' Jackets and Ulsters Children's Hoods, Hats, and Pelisses Gents' Scarves and Collars Men's Cardigans from 4s 6d White Kid Gloves 2s 6d Boys' Suits—all sizes Men's Suits, Colonial Tweed, from 30s Tweed Trousers 7s 6d Saddle Tweed Suits, Overcoats and Mackintoshes, Hats and Caps, all shapes, Shirts, &c., &c., &c. — [126, 910, 241, 1029]
telegraph-credit: (PER PRESS ASSOCIATION.) — [881, 481, 979, 490]
ad-line: NEW SEASON'S — [39, 776, 86, 784]
dispatch-origin: PARIS, June 14 — [671, 1175, 712, 1183]
section-heading: GREAT FIRE. — [783, 938, 838, 948]
section-heading: SEVERE FLOODS. — [773, 892, 848, 902]
ad-line: Hallensteins Bros. & Coy. — [29, 455, 96, 463]
ad-headline: Drapery, Clothing, — [16, 82, 109, 93]
dispatch-origin: BERLIN, June 16. — [668, 83, 715, 90]
dispatch-origin: SYDNEY, June 16. — [544, 1023, 593, 1031]
signature-line: 6163 — [973, 1008, 986, 1016]
ad-line: CAUTION. — [47, 888, 78, 896]
ad-line: THE ARCADE — [43, 152, 82, 159]
article-text: The Lord Provost of Edinburgh will not attend the ceremony of conferring the Freedom of the City on Mr Parnell. — [510, 381, 627, 404]
article-text: Attention to the following rules will save the writers of corres-pondence a good deal of trouble:—We cannot undertake to return rejected corres-ponde-nce. No notice can be taken of anonymous communications. Whatever is intended for insertion in this journal must be authenticated by the name and address of the writer, not necessarily for publi-cation, but as a guarantee of good faith. Letters and other communications in-tended for insertion in the even-o-how should be addressed to THE EDITOR and all business communica-tions, in-cluding advertisements, addressed to THE ASHBURTON PUBLISHING CO. — [250, 50, 363, 170]
signature-line: H. M. JONES. — [201, 844, 241, 852]
section-divider — [18, 282, 107, 283]
flag-ornament-icon — [6, 2, 54, 24]
classified-ad: GREAT purchase by Robert Alcorn of from the Liquidators of the Ashburton Woollen Company, of Wilson Tweeds, Blankets, Flannels, Rugs, Shirtings, and Ladies' Dress Tweeds. Cash on hand at the Ashburton Clothing Mart Saunders' Buildings. — [126, 455, 241, 509]
telegraph-credit: (PER PRESS ASSOCIATION.) — [643, 1232, 740, 1241]
dispatch-origin: LONDON, June 14 — [666, 1355, 717, 1362]
article-text: The Deputies Laguerre, Dereulede and Laisant have been arrested. The Duc d'Angoulens arrived in Paris yes-terday, and received a public ovation. — [636, 1184, 747, 1215]
ad-line: NEW ZEALAND — [39, 653, 86, 661]
section-heading: HORSE MARKET — [524, 41, 613, 52]
article-text: A vessel which has arrived here re-ports having passed in the Atlantic the barque Stella, on fire and abandoned. — [756, 766, 865, 789]
section-heading: QUACKS. — [549, 729, 588, 739]
masthead — [0, 0, 1114, 35]
article-text: In the examination before the Jockey Club to-day Clive, Wood, the jockey, deposed that he had no instance what-ever to Sherrard's stable, but he failed to explain the payment by him of large sums of money to Sherrard. He ad-mitted that Sir Geo. Chetwynd had on some occasions backed horses with him, and also admitted receiving presents for tipping probable winners. He had at various times lent large sums of money to Sir George Chetwynd, and had not been repaid. He admitted that he was worth £70,000. — [510, 536, 627, 631]
ad-line: —— NOTE A FEW PRICES —— — [19, 181, 106, 188]
section-heading: VICTORIA. — [545, 1074, 592, 1084]
ad-line: All Subscriptions strictly Cash. — [143, 835, 224, 843]
telegraph-credit: (PER PRESS ASSOCIATION.) — [520, 305, 617, 314]
ad-line: GENTLEMAN'S LARGEST HAT — [139, 1258, 228, 1265]
masthead-motto: MAGNA EST VERITAS ET PREVALEBIT. — [266, 215, 347, 232]
article-text: The charge against W. Landell, brewer, of hindering and assaulting a boot duty collector in the execution of his duty was dismissed by Mr Beetham, R.M., on the technical grounds that the collector said not his delegate was the person authorised to do the work. Leave to appeal was granted. — [636, 547, 747, 602]
dispatch-origin: DUNEDIN, June 17. — [783, 90, 838, 98]
dispatch-origin: MIDNIGHT. — [794, 1157, 827, 1165]
dispatch-origin: BERLIN, June 14. — [668, 854, 715, 862]
article-text: A man named Kewley was drowned in the harbor on Saturday evening. Along with a companion, he was returning from the dredge in a boat, and while passing over the hawser of the dredge the boat was capsized. Both men were thrown into the water, but Kewley could not swim, and after holding on to the boat for a short time, sank. The body was recovered about 15 minutes afterwards, but life was extinct. — [636, 687, 747, 766]
dispatch-origin: BELGRADE, June 14. — [662, 1063, 721, 1071]
